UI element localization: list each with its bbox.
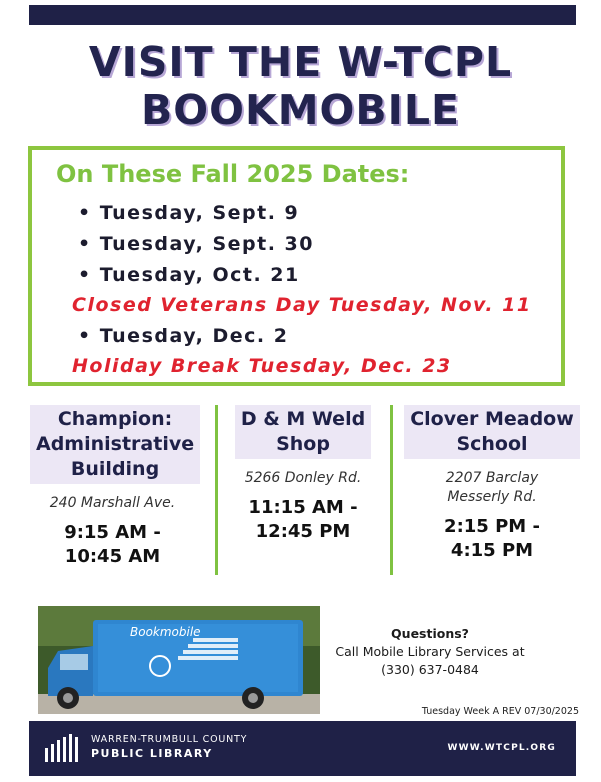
location-address: 2207 Barclay Messerly Rd. xyxy=(445,470,539,505)
dates-heading: On These Fall 2025 Dates: xyxy=(56,160,410,188)
location-name: D & M Weld Shop xyxy=(235,405,371,459)
title-line-1: VISIT THE W-TCPL xyxy=(88,38,513,86)
questions-phone: (330) 637-0484 xyxy=(381,662,479,677)
location-address: 5266 Donley Rd. xyxy=(244,470,362,486)
location-dm-weld xyxy=(228,405,378,544)
dates-box xyxy=(28,146,565,386)
date-text: Tuesday, Sept. 30 xyxy=(99,233,314,255)
library-logo-icon xyxy=(43,734,83,762)
bullet-icon: • xyxy=(78,264,92,286)
bullet-icon: • xyxy=(78,233,92,255)
top-banner-bar xyxy=(29,5,576,25)
location-time: 9:15 AM - 10:45 AM xyxy=(64,522,161,567)
location-name: Clover Meadow School xyxy=(404,405,580,459)
location-clover-meadow xyxy=(402,405,582,563)
date-item xyxy=(78,233,314,255)
column-divider xyxy=(390,405,393,575)
title-line-2: BOOKMOBILE xyxy=(140,86,461,134)
date-item xyxy=(78,325,288,347)
location-time: 11:15 AM - 12:45 PM xyxy=(248,497,358,542)
library-name: WARREN-TRUMBULL COUNTY PUBLIC LIBRARY xyxy=(91,734,248,760)
column-divider xyxy=(215,405,218,575)
bullet-icon: • xyxy=(78,202,92,224)
questions-text: Call Mobile Library Services at xyxy=(335,644,525,659)
location-name: Champion: Administrative Building xyxy=(30,405,200,484)
holiday-notice: Holiday Break Tuesday, Dec. 23 xyxy=(72,355,452,377)
date-text: Tuesday, Oct. 21 xyxy=(99,264,300,286)
date-text: Tuesday, Sept. 9 xyxy=(99,202,300,224)
date-text: Tuesday, Dec. 2 xyxy=(99,325,289,347)
location-address: 240 Marshall Ave. xyxy=(49,495,176,511)
date-item xyxy=(78,202,299,224)
date-item xyxy=(78,264,300,286)
questions-block xyxy=(320,625,540,679)
website-link[interactable]: WWW.WTCPL.ORG xyxy=(447,743,556,753)
revision-note: Tuesday Week A REV 07/30/2025 xyxy=(421,706,579,717)
footer-bar xyxy=(29,721,576,776)
bookmobile-photo xyxy=(38,606,320,714)
bullet-icon: • xyxy=(78,325,92,347)
location-champion xyxy=(30,405,195,569)
bus-label: Bookmobile xyxy=(130,625,201,639)
location-time: 2:15 PM - 4:15 PM xyxy=(444,516,540,561)
locations-row xyxy=(30,405,575,575)
closed-notice: Closed Veterans Day Tuesday, Nov. 11 xyxy=(72,294,532,316)
questions-heading: Questions? xyxy=(391,626,469,641)
